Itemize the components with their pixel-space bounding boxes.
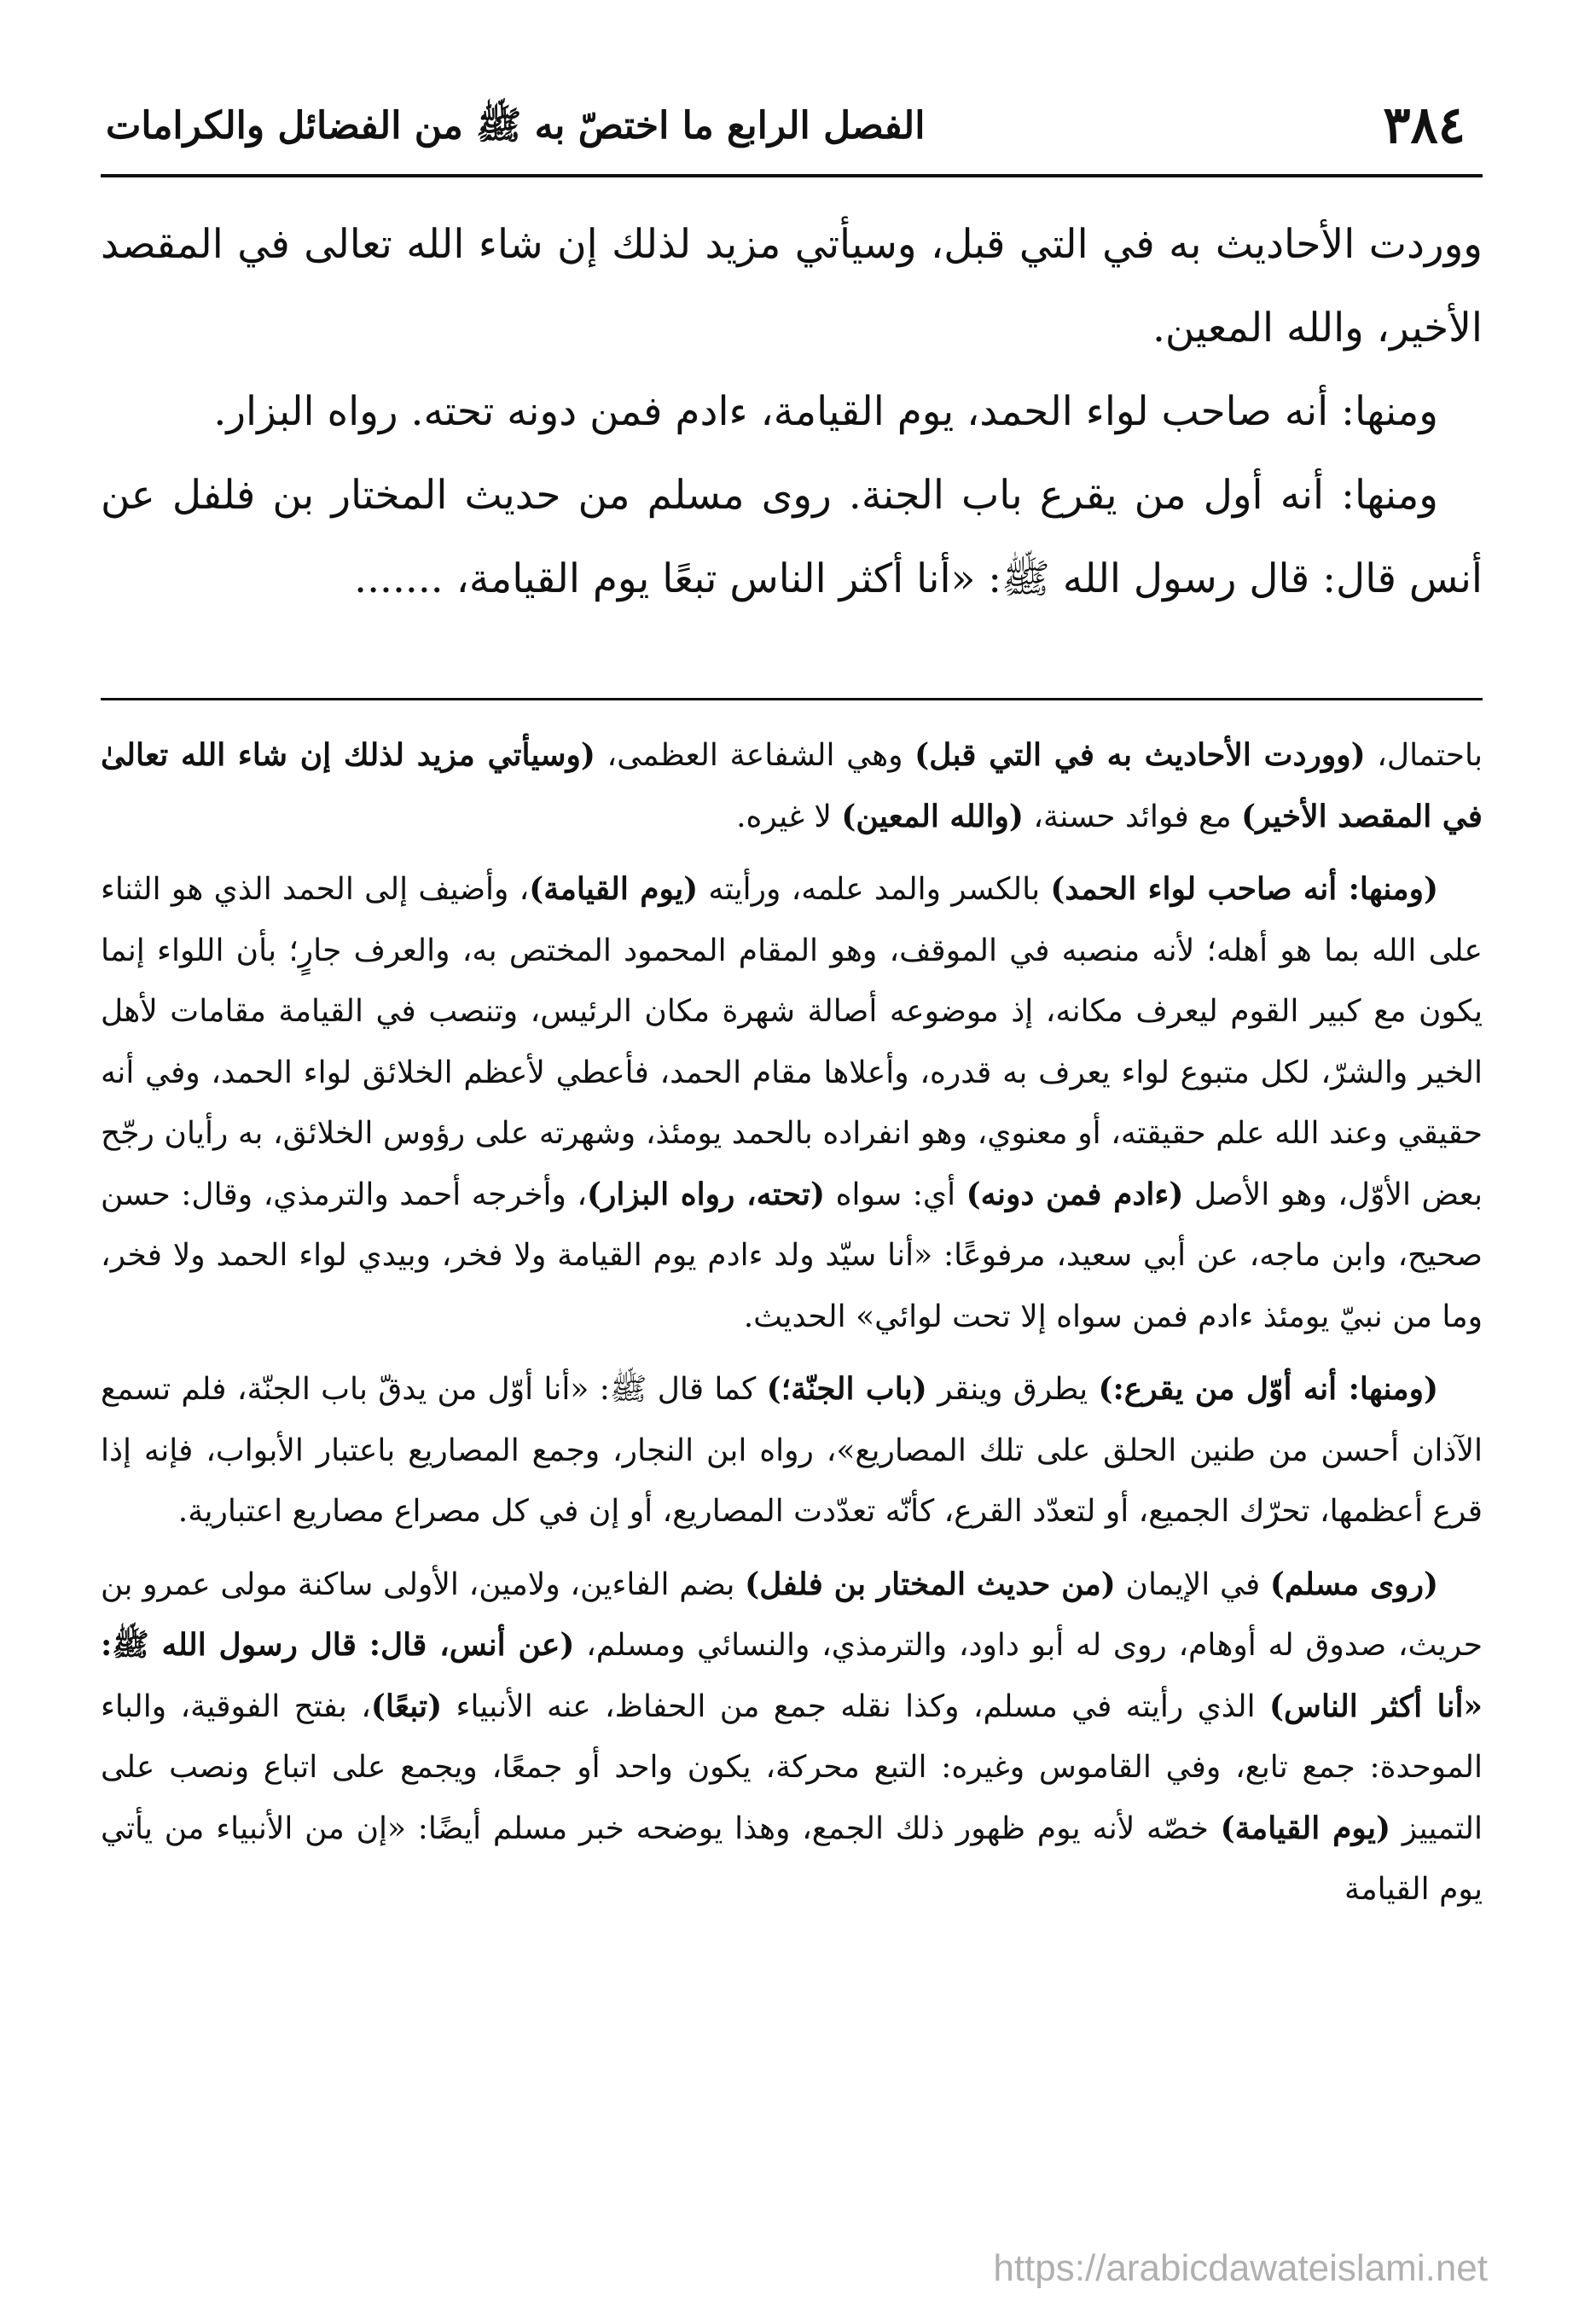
quoted-matn: (تبعًا) xyxy=(370,1688,443,1724)
commentary-text-run: باحتمال، xyxy=(1365,738,1483,773)
quoted-matn: (روى مسلم) xyxy=(1269,1566,1438,1602)
commentary-text xyxy=(101,725,1483,1920)
matn-paragraph-1: ووردت الأحاديث به في التي قبل، وسيأتي مزيد لذلك إن شاء الله تعالى في المقصد الأخير، والله المعين. xyxy=(101,221,1483,352)
commentary-text-run: وهي الشفاعة العظمى، xyxy=(595,738,915,773)
page-header xyxy=(101,84,1483,177)
commentary-text-run: ، وأضيف إلى الحمد الذي هو الثناء على الله بما هو أهله؛ لأنه منصبه في الموقف، وهو المقام المحمود المختص به، والعرف جارٍ؛ بأن اللواء إنما يكون مع كبير القوم ليعرف مكانه، إذ موضوعه أصالة شهرة مكان الرئيس، وتنصب في القيامة مقامات لأهل الخير والشرّ، لكل متبوع لواء يعرف به قدره، وأعلاها مقام الحمد، فأعطي لأعظم الخلائق لواء الحمد، وفي أنه حقيقي وعند الله علم حقيقته، أو معنوي، وهو انفراده بالحمد يومئذ، وشهرته على رؤوس الخلائق، به رأيان رجّح بعض الأوّل، وهو الأصل xyxy=(101,872,1483,1212)
footnote-separator xyxy=(101,698,1483,700)
commentary-paragraph-1 xyxy=(101,725,1483,847)
commentary-text-run: لا غيره. xyxy=(736,799,842,834)
quoted-matn: (ومنها: أنه صاحب لواء الحمد) xyxy=(1050,871,1438,907)
commentary-text-run: ، وأخرجه أحمد والترمذي، وقال: حسن صحيح، وابن ماجه، عن أبي سعيد، مرفوعًا: «أنا سيّد ولد ءادم يوم القيامة ولا فخر، وبيدي لواء الحمد ولا فخر، وما من نبيّ يومئذ ءادم فمن سواه إلا تحت لوائي» الحديث. xyxy=(101,1177,1483,1334)
quoted-matn: (ووردت الأحاديث به في التي قبل) xyxy=(914,737,1366,773)
commentary-text-run: خصّه لأنه يوم ظهور ذلك الجمع، وهذا يوضحه خبر مسلم أيضًا: «إن من الأنبياء من يأتي يوم القيامة xyxy=(101,1810,1483,1907)
quoted-matn: (ومنها: أنه أوّل من يقرع:) xyxy=(1098,1371,1439,1407)
quoted-matn: (تحته، رواه البزار) xyxy=(587,1176,826,1212)
commentary-text-run: بضم الفاءين، ولامين، الأولى ساكنة مولى عمرو بن حريث، صدوق له أوهام، روى له أبو داود، والترمذي، والنسائي ومسلم، xyxy=(101,1566,1483,1663)
commentary-text-run: مع فوائد حسنة، xyxy=(1023,799,1242,834)
commentary-text-run: في الإيمان xyxy=(1115,1566,1270,1602)
quoted-matn: (يوم القيامة) xyxy=(1220,1810,1391,1846)
quoted-matn: (عن أنس، قال: قال رسول الله ﷺ: «أنا أكثر الناس) xyxy=(101,1627,1483,1724)
commentary-text-run: الذي رأيته في مسلم، وكذا نقله جمع من الحفاظ، عنه الأنبياء xyxy=(442,1688,1269,1724)
quoted-matn: (يوم القيامة) xyxy=(529,871,699,907)
commentary-paragraph-4 xyxy=(101,1554,1483,1920)
commentary-paragraph-2 xyxy=(101,859,1483,1347)
quoted-matn: (والله المعين) xyxy=(841,798,1024,834)
commentary-paragraph-3 xyxy=(101,1359,1483,1543)
commentary-text-run: بالكسر والمد علمه، ورأيته xyxy=(698,872,1051,907)
commentary-text-run: كما قال ﷺ: «أنا أوّل من يدقّ باب الجنّة، فلم تسمع الآذان أحسن من طنين الحلق على تلك المصاريع»، رواه ابن النجار، وجمع المصاريع باعتبار الأبواب، فإنه إذا قرع أعظمها، تحرّك الجميع، أو لتعدّد القرع، كأنّه تعدّدت المصاريع، أو إن في كل مصراع مصاريع اعتبارية. xyxy=(101,1372,1483,1529)
source-watermark: https://arabicdawateislami.net xyxy=(993,2247,1488,2289)
commentary-text-run: أي: سواه xyxy=(825,1177,966,1212)
page-number: ٣٨٤ xyxy=(1383,96,1466,155)
quoted-matn: (باب الجنّة؛) xyxy=(766,1371,927,1407)
matn-paragraph-3: ومنها: أنه أول من يقرع باب الجنة. روى مسلم من حديث المختار بن فلفل عن أنس قال: قال رسول الله ﷺ: «أنا أكثر الناس تبعًا يوم القيامة، ....... xyxy=(101,472,1483,602)
matn-paragraph-2: ومنها: أنه صاحب لواء الحمد، يوم القيامة، ءادم فمن دونه تحته. رواه البزار. xyxy=(213,388,1438,435)
running-title: الفصل الرابع ما اختصّ به ﷺ من الفضائل والكرامات xyxy=(106,104,926,148)
quoted-matn: (ءادم فمن دونه) xyxy=(966,1176,1184,1212)
quoted-matn: (من حديث المختار بن فلفل) xyxy=(745,1566,1116,1602)
main-text xyxy=(101,203,1483,621)
quoted-matn: (وسيأتي مزيد لذلك إن شاء الله تعالىٰ في المقصد الأخير) xyxy=(101,737,1483,834)
commentary-text-run: ، بفتح الفوقية، والباء الموحدة: جمع تابع، وفي القاموس وغيره: التبع محركة، يكون واحد أو جمعًا، ويجمع على اتباع ونصب على التمييز xyxy=(101,1688,1483,1846)
commentary-text-run: يطرق وينقر xyxy=(926,1372,1099,1407)
